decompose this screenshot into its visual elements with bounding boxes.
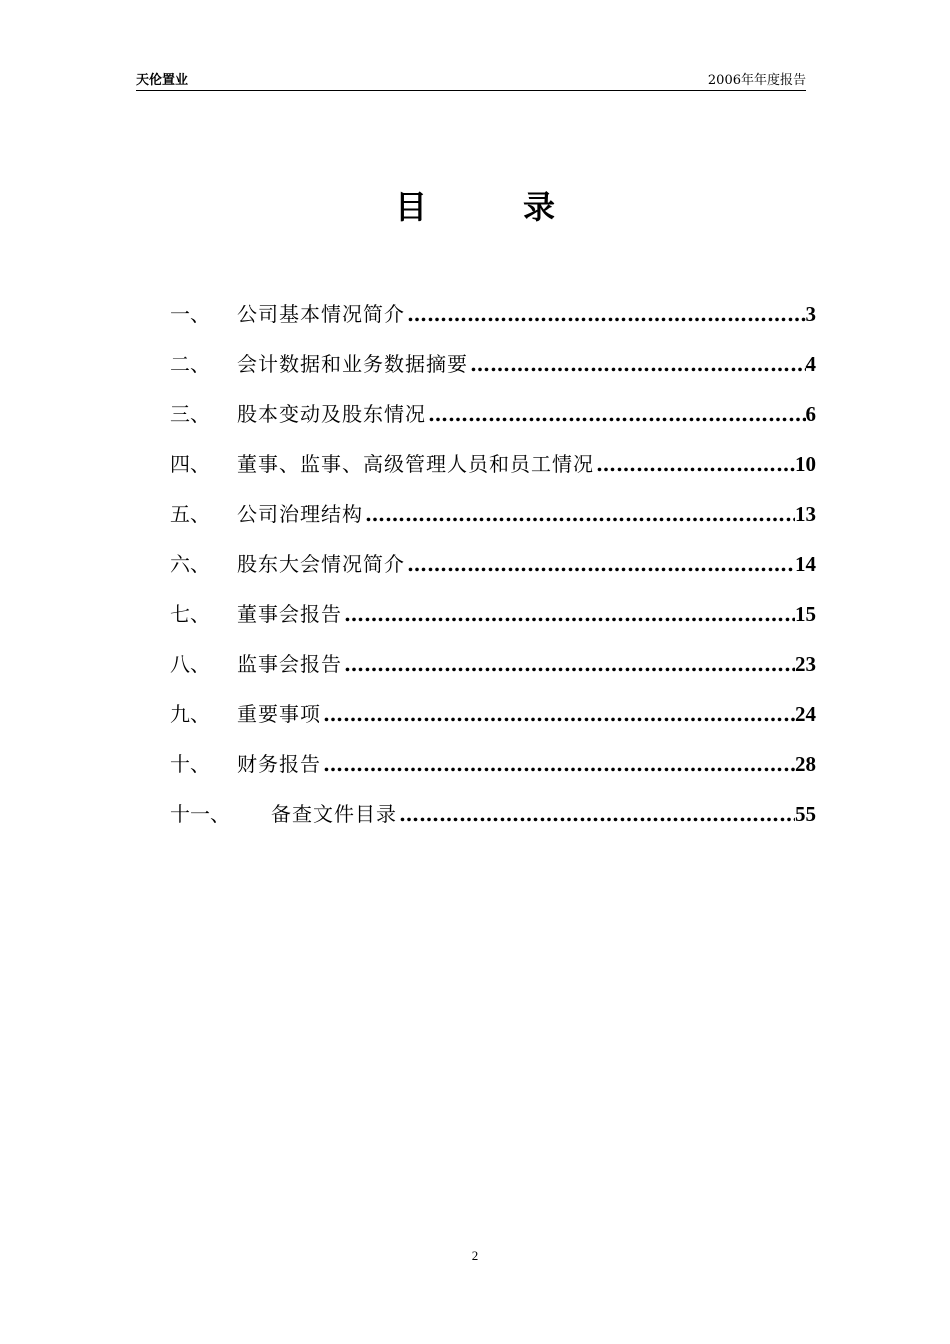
toc-entry-title: 股本变动及股东情况 [237,402,426,426]
toc-entry[interactable] [170,648,816,698]
toc-entry-title: 备查文件目录 [271,802,397,826]
toc-entry-number: 三、 [170,402,210,426]
toc-entry-page: 4 [805,352,816,376]
toc-entry-page: 23 [795,652,816,676]
header-company-name: 天伦置业 [136,73,189,88]
toc-entry-number: 四、 [170,452,210,476]
header-report-title: 2006年年度报告 [707,73,806,88]
toc-entry-number: 十一、 [170,802,230,826]
toc-leader-dots [407,302,806,326]
toc-leader-dots [365,502,795,526]
toc-heading [0,182,950,228]
toc-entry-page: 28 [795,752,816,776]
toc-leader-dots [344,602,795,626]
toc-entry[interactable] [170,398,816,448]
toc-entry[interactable] [170,798,816,848]
toc-leader-dots [399,802,795,826]
toc-entry-title: 公司治理结构 [237,502,363,526]
toc-entry-number: 八、 [170,652,210,676]
toc-entry-number: 九、 [170,702,210,726]
toc-leader-dots [407,552,795,576]
toc-entry-number: 十、 [170,752,210,776]
toc-entry-number: 六、 [170,552,210,576]
toc-entry[interactable] [170,548,816,598]
toc-entry-title: 重要事项 [237,702,321,726]
toc-entry-number: 二、 [170,352,210,376]
toc-leader-dots [596,452,795,476]
toc-leader-dots [323,752,795,776]
toc-entry-page: 10 [795,452,816,476]
toc-heading-char-2: 录 [523,188,556,226]
toc-entry[interactable] [170,448,816,498]
toc-entry-title: 公司基本情况简介 [237,302,405,326]
toc-leader-dots [428,402,806,426]
toc-entry-title: 董事会报告 [237,602,342,626]
page-number: 2 [471,1248,479,1263]
toc-entry-title: 监事会报告 [237,652,342,676]
toc-entry[interactable] [170,348,816,398]
toc-leader-dots [344,652,795,676]
toc-entry-page: 13 [795,502,816,526]
toc-entry-page: 15 [795,602,816,626]
toc-entry[interactable] [170,498,816,548]
toc-entry-title: 董事、监事、高级管理人员和员工情况 [237,452,594,476]
toc-heading-char-1: 目 [394,188,427,226]
page-header [136,70,806,91]
toc-entry[interactable] [170,698,816,748]
toc-entry-title: 股东大会情况简介 [237,552,405,576]
toc-entry[interactable] [170,298,816,348]
toc-entry-page: 6 [805,402,816,426]
toc-entry-page: 55 [795,802,816,826]
toc-leader-dots [470,352,806,376]
toc-entry-number: 一、 [170,302,210,326]
toc-entry[interactable] [170,748,816,798]
toc-entry-number: 七、 [170,602,210,626]
toc-entry-title: 财务报告 [237,752,321,776]
table-of-contents [170,298,816,848]
toc-leader-dots [323,702,795,726]
toc-entry[interactable] [170,598,816,648]
toc-entry-title: 会计数据和业务数据摘要 [237,352,468,376]
toc-entry-page: 24 [795,702,816,726]
toc-entry-number: 五、 [170,502,210,526]
toc-entry-page: 3 [805,302,816,326]
toc-entry-page: 14 [795,552,816,576]
